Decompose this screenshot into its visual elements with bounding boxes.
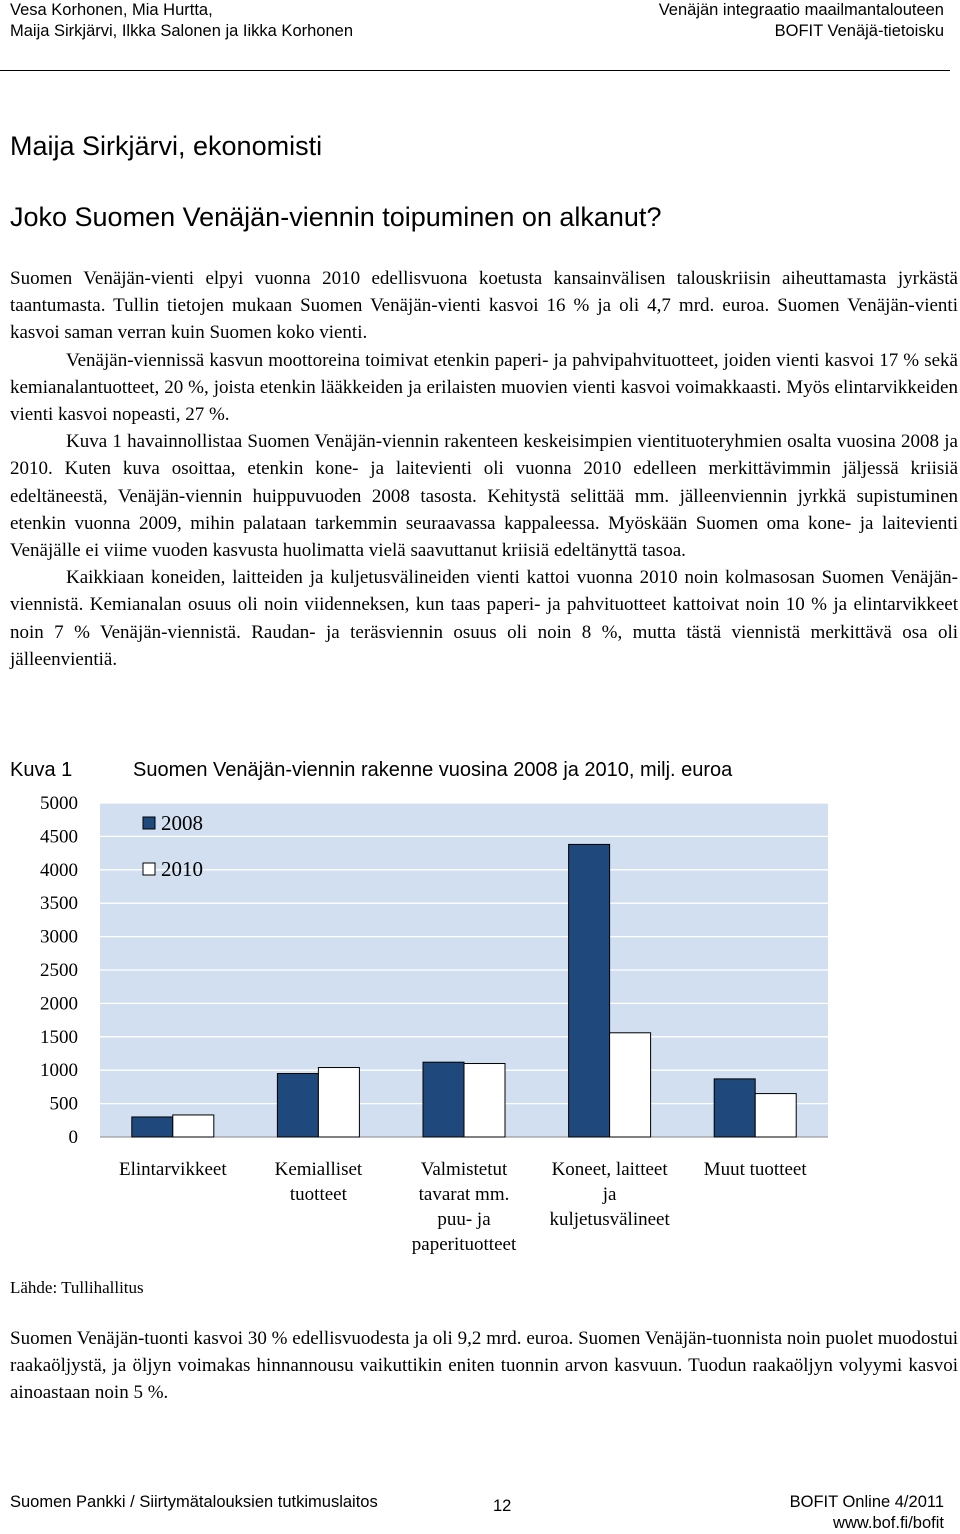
footer-website: www.bof.fi/bofit [833, 1514, 944, 1532]
header-authors-line2: Maija Sirkjärvi, Ilkka Salonen ja Iikka Korhonen [10, 22, 353, 40]
bar-2008 [132, 1117, 173, 1137]
y-tick-label: 4500 [40, 826, 78, 848]
y-tick-label: 1000 [40, 1060, 78, 1082]
y-tick-label: 5000 [40, 793, 78, 814]
article-body [10, 265, 958, 673]
page-header [0, 0, 960, 72]
x-tick-label: Valmistetut [420, 1159, 508, 1180]
footer-publication-line1: BOFIT Online 4/2011 [789, 1493, 944, 1511]
x-tick-label: tavarat mm. [418, 1184, 510, 1205]
footer-publication [790, 1492, 944, 1534]
bar-2008 [569, 844, 610, 1137]
figure-1 [0, 750, 960, 1310]
header-rule [0, 70, 950, 71]
chart-source: Lähde: Tullihallitus [10, 1278, 144, 1297]
bar-2008 [714, 1079, 755, 1137]
y-tick-label: 2000 [40, 993, 78, 1015]
header-series [659, 0, 944, 42]
legend-swatch [143, 817, 155, 829]
header-series-line1: Venäjän integraatio maailmantalouteen [658, 1, 944, 19]
x-tick-label: tuotteet [289, 1184, 347, 1205]
paragraph: Venäjän-viennissä kasvun moottoreina toimivat etenkin paperi- ja pahvipahvituotteet, joiden vienti kasvoi 17 % sekä kemianalantuotteet, 20 %, joista etenkin lääkkeiden ja erilaisten muovien vienti kasvoi voimakkaasti. Myös elintarvikkeiden vienti kasvoi nopeasti, 27 %. [10, 349, 958, 426]
paragraph: Suomen Venäjän-vienti elpyi vuonna 2010 edellisvuona koetusta kansainvälisen talouskriisin aiheuttamasta jyrkästä taantumasta. Tullin tietojen mukaan Suomen Venäjän-vienti kasvoi 16 % ja oli 4,7 mrd. euroa. Suomen Venäjän-vienti kasvoi saman verran kuin Suomen koko vienti. [10, 268, 958, 344]
closing-body [10, 1325, 958, 1407]
chart-title: Suomen Venäjän-viennin rakenne vuosina 2008 ja 2010, milj. euroa [133, 759, 733, 781]
article-title: Joko Suomen Venäjän-viennin toipuminen on alkanut? [10, 202, 662, 232]
header-authors-line1: Vesa Korhonen, Mia Hurtta, [10, 1, 213, 19]
footer-institution: Suomen Pankki / Siirtymätalouksien tutkimuslaitos [10, 1493, 378, 1511]
y-tick-label: 4000 [40, 859, 78, 881]
paragraph: Suomen Venäjän-tuonti kasvoi 30 % edellisvuodesta ja oli 9,2 mrd. euroa. Suomen Venäjän-tuonnista noin puolet muodostui raakaöljystä, ja öljyn voimakas hinnannousu vaikuttikin eniten tuonnin arvon kasvuun. Tuodun raakaöljyn volyymi kasvoi ainoastaan noin 5 %. [10, 1328, 958, 1404]
bar-2008 [423, 1062, 464, 1137]
bar-2010 [173, 1115, 214, 1137]
x-tick-label: puu- ja [437, 1209, 491, 1230]
figure-label: Kuva 1 [10, 759, 73, 781]
x-tick-label: kuljetusvälineet [549, 1209, 670, 1230]
y-tick-label: 2500 [40, 960, 78, 981]
bar-chart [0, 750, 960, 1310]
paragraph: Kaikkiaan koneiden, laitteiden ja kuljetusvälineiden vienti kattoi vuonna 2010 noin kolmasosan Suomen Venäjän-viennistä. Kemianalan osuus oli noin viidenneksen, kun taas paperi- ja pahvituotteet kattoivat noin 10 % ja elintarvikkeet noin 7 % Venäjän-viennistä. Raudan- ja teräsviennin osuus oli noin 8 %, mutta tästä viennistä merkittävä osa oli jälleenvientiä. [10, 567, 958, 670]
y-tick-label: 500 [49, 1093, 78, 1115]
y-tick-label: 1500 [40, 1026, 78, 1048]
x-tick-label: Koneet, laitteet [551, 1159, 668, 1180]
bar-2010 [755, 1094, 796, 1137]
header-authors [10, 0, 353, 42]
article-author: Maija Sirkjärvi, ekonomisti [10, 131, 323, 161]
legend-swatch [143, 863, 155, 875]
y-tick-label: 0 [68, 1127, 78, 1148]
x-tick-label: Muut tuotteet [703, 1159, 807, 1180]
legend-label: 2008 [161, 811, 203, 835]
page-number: 12 [493, 1497, 512, 1515]
legend-label: 2010 [161, 857, 203, 881]
y-tick-label: 3500 [40, 893, 78, 915]
x-tick-label: ja [602, 1184, 617, 1205]
header-series-line2: BOFIT Venäjä-tietoisku [774, 22, 944, 40]
paragraph: Kuva 1 havainnollistaa Suomen Venäjän-viennin rakenteen keskeisimpien vientituoteryhmien osalta vuosina 2008 ja 2010. Kuten kuva osoittaa, etenkin kone- ja laitevienti oli vuonna 2010 edelleen merkittävimmin jäljessä kriisiä edeltäneestä, Venäjän-viennin huippuvuoden 2008 tasosta. Kehitystä selittää mm. jälleenviennin jyrkkä supistuminen etenkin vuonna 2009, mihin palataan tarkemmin seuraavassa kappaleessa. Myöskään Suomen oma kone- ja laitevienti Venäjälle ei viime vuoden kasvusta huolimatta vielä saavuttanut kriisiä edeltänyttä tasoa. [10, 431, 958, 562]
bar-2010 [610, 1033, 651, 1137]
x-tick-label: paperituotteet [411, 1234, 517, 1255]
x-tick-label: Kemialliset [274, 1159, 363, 1180]
bar-2010 [464, 1064, 505, 1137]
bar-2010 [318, 1068, 359, 1137]
bar-2008 [277, 1074, 318, 1137]
page-footer [0, 1488, 960, 1534]
x-tick-label: Elintarvikkeet [118, 1159, 227, 1180]
y-tick-label: 3000 [40, 926, 78, 948]
